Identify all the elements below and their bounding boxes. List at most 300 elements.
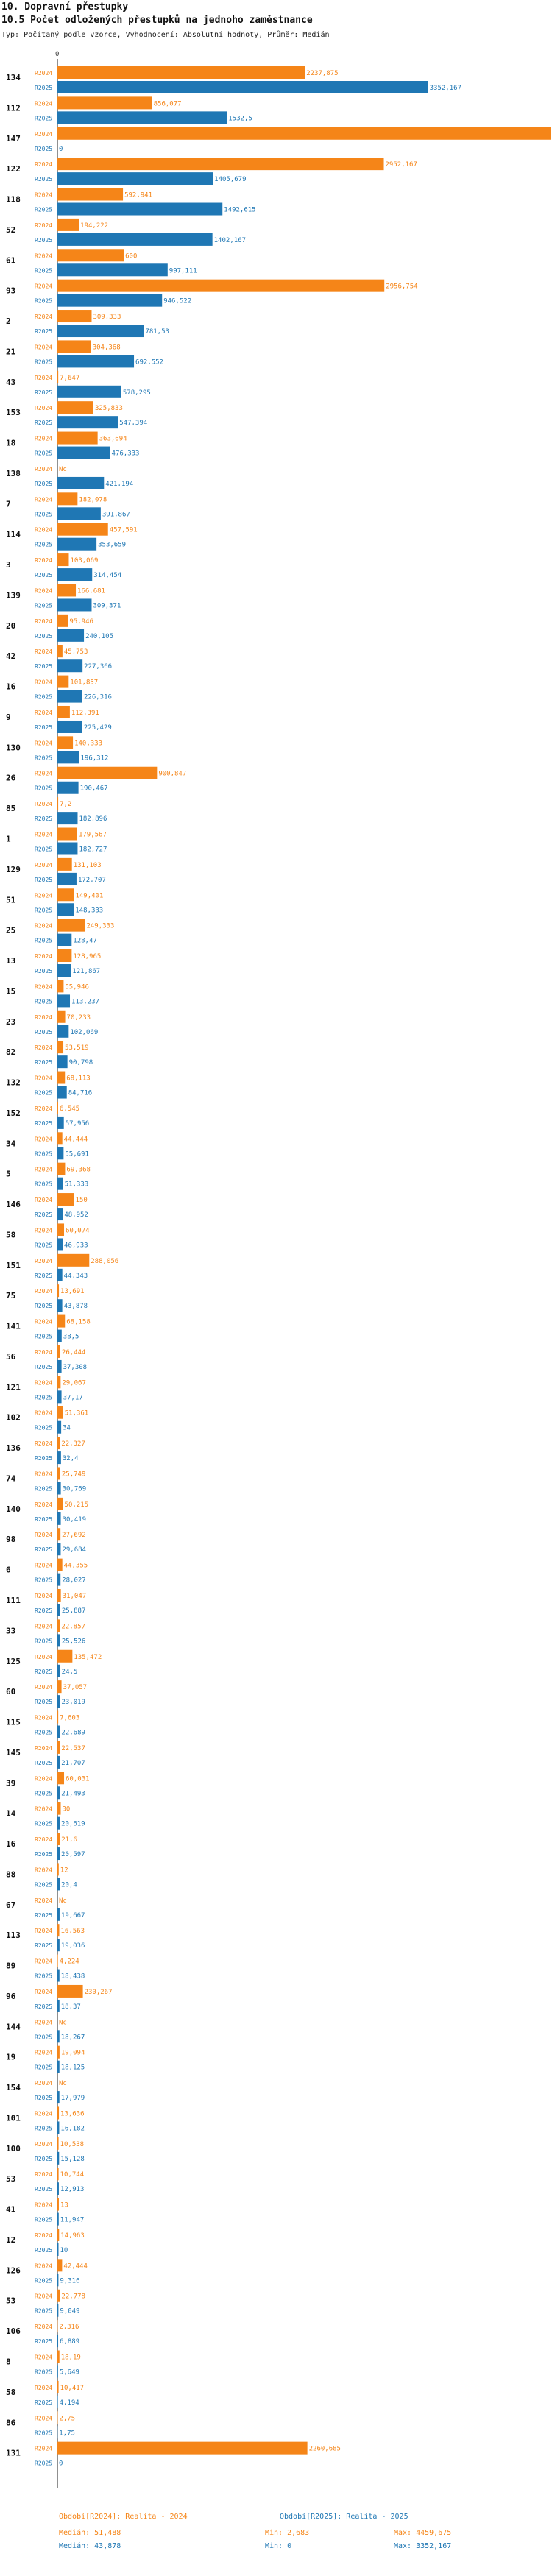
bar-2024-153	[57, 401, 93, 414]
bar-2025-115	[57, 1726, 60, 1738]
row-label-21: 21	[6, 347, 16, 357]
series-label-2025: R2025	[35, 1515, 53, 1523]
value-label-2025-15: 113,237	[71, 998, 99, 1006]
row-label-146: 146	[6, 1200, 21, 1210]
row-label-16: 16	[6, 682, 16, 692]
bar-2025-106	[57, 2335, 58, 2347]
series-label-2024: R2024	[35, 222, 53, 229]
series-label-2024: R2024	[35, 1501, 53, 1508]
value-label-2024-139: 166,681	[77, 587, 105, 595]
page-title: 10. Dopravní přestupky	[1, 1, 129, 13]
series-label-2025: R2025	[35, 267, 53, 275]
series-label-2025: R2025	[35, 85, 53, 91]
series-label-2024: R2024	[35, 1836, 53, 1844]
series-label-2025: R2025	[35, 2155, 53, 2162]
value-label-2025-139: 309,371	[93, 602, 121, 610]
bar-2024-96	[57, 1985, 83, 1998]
bar-2024-19	[57, 2046, 60, 2059]
bar-2024-15	[57, 980, 63, 992]
value-label-2025-140: 30,419	[62, 1515, 87, 1524]
row-label-23: 23	[6, 1016, 16, 1027]
bar-2025-153	[57, 416, 118, 428]
value-label-2024-51: 149,401	[75, 892, 104, 900]
value-label-2025-8: 5,649	[59, 2368, 79, 2377]
value-label-2025-131: 0	[59, 2460, 63, 2468]
row-label-39: 39	[6, 1778, 16, 1788]
series-label-2024: R2024	[35, 1227, 53, 1234]
value-label-2025-23: 102,069	[70, 1028, 99, 1036]
bar-2025-51	[57, 903, 74, 916]
bar-2025-96	[57, 2000, 60, 2012]
bar-2025-7	[57, 507, 101, 520]
bar-2025-82	[57, 1055, 68, 1068]
value-label-2025-56: 37,308	[63, 1363, 88, 1371]
value-label-2024-42: 45,753	[63, 648, 88, 657]
value-label-2025-33: 25,526	[61, 1638, 86, 1646]
row-label-13: 13	[6, 956, 16, 966]
bar-2025-130	[57, 751, 79, 763]
bar-2025-121	[57, 1390, 62, 1403]
bar-2024-21	[57, 340, 91, 353]
value-label-2024-85: 7,2	[60, 801, 72, 809]
bar-2024-53b	[57, 2290, 60, 2302]
bar-2024-88	[57, 1863, 59, 1875]
series-label-2024: R2024	[35, 1744, 53, 1752]
value-label-2025-75: 43,878	[63, 1303, 88, 1311]
bar-2025-34	[57, 1147, 63, 1159]
row-label-74: 74	[6, 1473, 16, 1484]
row-label-16b: 16	[6, 1839, 16, 1850]
series-label-2024: R2024	[35, 1714, 53, 1722]
series-label-2024: R2024	[35, 2384, 53, 2391]
bar-2024-147	[57, 127, 551, 140]
value-label-2025-7: 391,867	[102, 511, 130, 519]
series-label-2025: R2025	[35, 1150, 53, 1158]
row-label-131: 131	[6, 2448, 21, 2458]
bar-2024-113	[57, 1924, 59, 1936]
row-label-52: 52	[6, 224, 16, 235]
value-label-2024-15: 55,946	[65, 983, 89, 991]
series-label-2024: R2024	[35, 405, 53, 412]
series-label-2024: R2024	[35, 344, 53, 351]
value-label-2025-14: 20,619	[61, 1820, 85, 1828]
bar-2025-53	[57, 2182, 59, 2195]
series-label-2025: R2025	[35, 876, 53, 883]
bar-2024-141	[57, 1315, 65, 1328]
row-label-26: 26	[6, 773, 16, 783]
bar-2025-58	[57, 1238, 63, 1250]
bar-2025-6	[57, 1574, 60, 1586]
row-label-138: 138	[6, 468, 21, 478]
row-label-151: 151	[6, 1260, 21, 1270]
row-label-58b: 58	[6, 2387, 16, 2397]
bar-2024-151	[57, 1254, 89, 1267]
bar-2025-16	[57, 690, 82, 703]
row-label-25: 25	[6, 925, 16, 935]
series-label-2025: R2025	[35, 754, 53, 762]
series-label-2024: R2024	[35, 1257, 53, 1264]
value-label-2025-138: 421,194	[105, 480, 134, 488]
value-label-2024-154: Nc	[59, 2080, 67, 2088]
bar-2024-14	[57, 1802, 61, 1815]
value-label-2025-9: 225,429	[83, 723, 112, 732]
row-label-96: 96	[6, 1991, 16, 2001]
value-label-2025-58: 46,933	[64, 1242, 88, 1250]
value-label-2025-100: 15,128	[60, 2155, 85, 2163]
value-label-2024-146: 150	[75, 1197, 88, 1205]
value-label-2025-112: 1532,5	[228, 115, 252, 123]
value-label-2024-67: Nc	[59, 1897, 67, 1905]
value-label-2024-121: 29,067	[62, 1379, 86, 1387]
value-label-2024-58: 60,074	[66, 1227, 90, 1235]
row-label-125: 125	[6, 1656, 21, 1666]
series-label-2025: R2025	[35, 1881, 53, 1889]
value-label-2025-18: 476,333	[111, 450, 140, 458]
bar-2025-100	[57, 2152, 59, 2165]
row-label-113: 113	[6, 1931, 21, 1941]
value-label-2024-130: 140,333	[74, 740, 103, 748]
bar-2025-74	[57, 1482, 61, 1494]
series-label-2025: R2025	[35, 1485, 53, 1493]
series-label-2025: R2025	[35, 1394, 53, 1401]
value-label-2025-86: 1,75	[59, 2430, 75, 2438]
value-label-2024-3: 103,069	[70, 557, 99, 565]
series-label-2024: R2024	[35, 2140, 53, 2148]
value-label-2024-53: 10,744	[60, 2171, 85, 2179]
row-label-67: 67	[6, 1900, 16, 1910]
bar-2024-122	[57, 158, 384, 170]
bar-2024-5	[57, 1163, 65, 1175]
series-label-2025: R2025	[35, 1820, 53, 1827]
bar-2024-13	[57, 949, 71, 962]
bar-2025-23	[57, 1025, 68, 1038]
series-label-2024: R2024	[35, 374, 53, 381]
series-label-2025: R2025	[35, 632, 53, 640]
value-label-2024-145: 22,537	[61, 1744, 85, 1752]
bar-2024-26	[57, 767, 157, 779]
row-label-139: 139	[6, 590, 21, 601]
series-label-2025: R2025	[35, 968, 53, 975]
bar-2025-58b	[57, 2396, 58, 2408]
series-label-2024: R2024	[35, 1318, 53, 1326]
series-label-2025: R2025	[35, 1577, 53, 1584]
bar-2025-19	[57, 2061, 60, 2073]
series-label-2024: R2024	[35, 465, 53, 473]
value-label-2025-43: 578,295	[122, 389, 151, 397]
bar-2025-132	[57, 1086, 67, 1099]
value-label-2024-113: 16,563	[60, 1928, 85, 1936]
series-label-2024: R2024	[35, 1044, 53, 1052]
bar-2024-101	[57, 2106, 59, 2119]
row-label-144: 144	[6, 2022, 21, 2032]
series-label-2024: R2024	[35, 2262, 53, 2270]
row-label-51: 51	[6, 895, 16, 905]
series-label-2024: R2024	[35, 2324, 53, 2331]
series-label-2025: R2025	[35, 1363, 53, 1370]
series-label-2025: R2025	[35, 2095, 53, 2102]
series-label-2025: R2025	[35, 1638, 53, 1645]
row-label-19: 19	[6, 2052, 16, 2062]
bar-2025-113	[57, 1939, 60, 1951]
value-label-2024-126: 42,444	[63, 2262, 88, 2271]
value-label-2025-132: 84,716	[68, 1089, 93, 1097]
value-label-2025-102: 34	[63, 1424, 71, 1432]
row-label-126: 126	[6, 2265, 21, 2276]
bar-2024-16	[57, 676, 68, 688]
row-label-3: 3	[6, 560, 11, 570]
series-label-2024: R2024	[35, 2080, 53, 2087]
row-label-61: 61	[6, 255, 16, 266]
value-label-2025-53: 12,913	[60, 2186, 85, 2194]
bar-2024-145	[57, 1741, 60, 1754]
series-label-2025: R2025	[35, 572, 53, 579]
value-label-2024-61: 600	[125, 252, 138, 261]
row-label-75: 75	[6, 1291, 16, 1301]
bar-2024-43	[57, 371, 58, 383]
series-label-2024: R2024	[35, 1623, 53, 1630]
value-label-2024-151: 288,056	[91, 1257, 119, 1265]
bar-2025-140	[57, 1512, 61, 1525]
series-label-2024: R2024	[35, 2201, 53, 2209]
bar-2025-146	[57, 1208, 63, 1220]
row-label-56: 56	[6, 1351, 16, 1362]
series-label-2025: R2025	[35, 145, 53, 152]
row-label-98: 98	[6, 1535, 16, 1545]
bar-2024-132	[57, 1072, 65, 1084]
bar-2025-129	[57, 873, 77, 885]
bar-2025-67	[57, 1908, 60, 1921]
bar-2025-102	[57, 1421, 61, 1434]
min-2024: Min: 2,683	[265, 2529, 310, 2537]
bar-2025-101	[57, 2121, 59, 2134]
series-label-2025: R2025	[35, 389, 53, 396]
row-label-136: 136	[6, 1443, 21, 1454]
value-label-2025-96: 18,37	[60, 2003, 81, 2011]
value-label-2025-20: 240,105	[85, 632, 114, 640]
series-label-2025: R2025	[35, 2277, 53, 2285]
series-label-2024: R2024	[35, 648, 53, 656]
value-label-2024-20: 95,946	[69, 618, 93, 626]
series-label-2024: R2024	[35, 1775, 53, 1783]
bar-2024-82	[57, 1041, 63, 1053]
series-label-2025: R2025	[35, 1759, 53, 1766]
bar-2024-111	[57, 1589, 61, 1602]
row-label-88: 88	[6, 1869, 16, 1880]
bar-2024-42	[57, 645, 63, 657]
series-label-2024: R2024	[35, 2110, 53, 2117]
legend-2024: Období[R2024]: Realita - 2024	[59, 2513, 188, 2521]
value-label-2024-2: 309,333	[93, 314, 121, 322]
series-label-2025: R2025	[35, 1181, 53, 1188]
bar-2025-25	[57, 934, 71, 946]
series-label-2025: R2025	[35, 815, 53, 823]
series-label-2025: R2025	[35, 1942, 53, 1950]
row-label-6: 6	[6, 1565, 11, 1575]
value-label-2025-88: 20,4	[61, 1881, 77, 1889]
row-label-122: 122	[6, 164, 21, 174]
value-label-2024-75: 13,691	[60, 1288, 85, 1296]
series-label-2025: R2025	[35, 1272, 53, 1279]
max-2024: Max: 4459,675	[394, 2529, 452, 2537]
bar-2024-16b	[57, 1833, 60, 1845]
bar-2024-34	[57, 1132, 63, 1144]
value-label-2024-152: 6,545	[59, 1105, 80, 1113]
value-label-2024-58b: 10,417	[60, 2384, 85, 2392]
value-label-2025-39: 21,493	[61, 1790, 85, 1798]
bar-2024-3	[57, 553, 68, 566]
value-label-2024-74: 25,749	[61, 1471, 86, 1479]
bar-2024-58	[57, 1223, 64, 1236]
value-label-2024-131: 2260,685	[308, 2445, 341, 2453]
value-label-2024-106: 2,316	[59, 2324, 79, 2332]
series-label-2024: R2024	[35, 1409, 53, 1417]
value-label-2025-130: 196,312	[80, 754, 109, 762]
bar-2025-151	[57, 1269, 63, 1281]
row-label-129: 129	[6, 864, 21, 874]
row-label-43: 43	[6, 377, 16, 387]
bar-2025-1	[57, 843, 77, 855]
bar-2024-53	[57, 2168, 59, 2180]
chart-type-note: Typ: Počítaný podle vzorce, Vyhodnocení: Absolutní hodnoty, Průměr: Medián	[1, 31, 330, 39]
value-label-2025-26: 190,467	[79, 785, 108, 793]
bar-2025-126	[57, 2274, 58, 2286]
series-label-2024: R2024	[35, 2415, 53, 2422]
value-label-2025-74: 30,769	[62, 1485, 87, 1493]
series-label-2024: R2024	[35, 1440, 53, 1448]
series-label-2024: R2024	[35, 1988, 53, 1995]
bar-2025-42	[57, 659, 82, 672]
value-label-2024-125: 135,472	[74, 1653, 102, 1661]
row-label-9: 9	[6, 712, 11, 722]
series-label-2025: R2025	[35, 1729, 53, 1736]
value-label-2025-13: 121,867	[72, 968, 101, 976]
value-label-2025-121: 37,17	[63, 1394, 83, 1402]
value-label-2024-13: 128,965	[73, 953, 102, 961]
series-label-2024: R2024	[35, 70, 53, 77]
series-label-2024: R2024	[35, 1532, 53, 1539]
value-label-2025-147: 0	[59, 145, 63, 153]
value-label-2024-96: 230,267	[84, 1988, 113, 1996]
series-label-2024: R2024	[35, 1866, 53, 1874]
bar-2025-15	[57, 994, 70, 1007]
series-label-2025: R2025	[35, 1851, 53, 1858]
value-label-2024-140: 50,215	[64, 1501, 89, 1509]
value-label-2025-41: 11,947	[60, 2216, 85, 2224]
value-label-2025-21: 692,552	[135, 358, 163, 367]
series-label-2025: R2025	[35, 2368, 53, 2376]
series-label-2024: R2024	[35, 679, 53, 686]
bar-2024-75	[57, 1284, 59, 1297]
value-label-2025-51: 148,333	[75, 907, 104, 915]
value-label-2025-3: 314,454	[93, 572, 122, 580]
series-label-2025: R2025	[35, 1303, 53, 1310]
bar-2024-134	[57, 66, 305, 79]
value-label-2025-111: 25,887	[61, 1607, 86, 1615]
value-label-2024-19: 19,094	[60, 2049, 85, 2057]
value-label-2024-89: 4,224	[59, 1958, 79, 1966]
row-label-132: 132	[6, 1078, 21, 1088]
bar-2025-21	[57, 355, 134, 367]
row-label-7: 7	[6, 499, 11, 509]
series-label-2024: R2024	[35, 252, 53, 260]
row-label-42: 42	[6, 651, 16, 662]
bar-2025-114	[57, 538, 96, 551]
series-label-2025: R2025	[35, 723, 53, 731]
bar-2024-8	[57, 2351, 60, 2363]
value-label-2024-114: 457,591	[109, 526, 138, 534]
series-label-2025: R2025	[35, 602, 53, 609]
bar-2025-20	[57, 629, 84, 642]
series-label-2025: R2025	[35, 785, 53, 792]
series-label-2025: R2025	[35, 693, 53, 701]
value-label-2024-118: 592,941	[124, 191, 153, 199]
series-label-2025: R2025	[35, 2125, 53, 2132]
value-label-2025-12: 10	[60, 2246, 68, 2254]
series-label-2025: R2025	[35, 1242, 53, 1249]
series-label-2025: R2025	[35, 1699, 53, 1706]
row-label-93: 93	[6, 286, 16, 296]
series-label-2025: R2025	[35, 297, 53, 305]
series-label-2024: R2024	[35, 1562, 53, 1569]
row-label-115: 115	[6, 1717, 21, 1727]
value-label-2024-26: 900,847	[158, 770, 187, 778]
value-label-2025-125: 24,5	[61, 1668, 78, 1676]
value-label-2024-33: 22,857	[61, 1623, 85, 1631]
row-label-112: 112	[6, 103, 21, 113]
series-label-2025: R2025	[35, 1546, 53, 1554]
row-label-60: 60	[6, 1687, 16, 1697]
row-label-130: 130	[6, 743, 21, 753]
series-label-2025: R2025	[35, 907, 53, 914]
bar-2025-136	[57, 1451, 61, 1464]
bar-2025-26	[57, 782, 79, 794]
bar-2024-1	[57, 828, 77, 841]
bar-2024-93	[57, 280, 384, 292]
row-label-41: 41	[6, 2204, 16, 2215]
bar-2025-134	[57, 81, 428, 93]
bar-2025-18	[57, 447, 110, 459]
series-label-2024: R2024	[35, 130, 53, 138]
row-label-145: 145	[6, 1747, 21, 1758]
bar-2025-33	[57, 1634, 60, 1646]
series-label-2025: R2025	[35, 2307, 53, 2315]
series-label-2025: R2025	[35, 328, 53, 336]
bar-2024-118	[57, 188, 123, 201]
series-label-2024: R2024	[35, 892, 53, 899]
value-label-2024-86: 2,75	[59, 2415, 76, 2423]
value-label-2025-82: 90,798	[68, 1059, 93, 1067]
min-2025: Min: 0	[265, 2542, 292, 2550]
value-label-2025-93: 946,522	[163, 297, 192, 305]
bar-2024-98	[57, 1528, 60, 1540]
value-label-2024-111: 31,047	[62, 1593, 87, 1600]
value-label-2025-101: 16,182	[60, 2125, 85, 2133]
bar-2024-2	[57, 310, 91, 322]
value-label-2024-43: 7,647	[60, 374, 80, 382]
max-2025: Max: 3352,167	[394, 2542, 452, 2550]
series-label-2025: R2025	[35, 1089, 53, 1097]
bar-2024-146	[57, 1193, 74, 1206]
bar-2025-125	[57, 1665, 60, 1677]
bar-2024-33	[57, 1619, 60, 1632]
series-label-2024: R2024	[35, 709, 53, 716]
value-label-2024-53b: 22,778	[61, 2293, 85, 2301]
series-label-2025: R2025	[35, 2216, 53, 2223]
value-label-2025-53b: 9,049	[60, 2307, 80, 2315]
bar-2025-152	[57, 1117, 64, 1129]
series-label-2025: R2025	[35, 1911, 53, 1919]
bar-2025-16b	[57, 1847, 60, 1860]
